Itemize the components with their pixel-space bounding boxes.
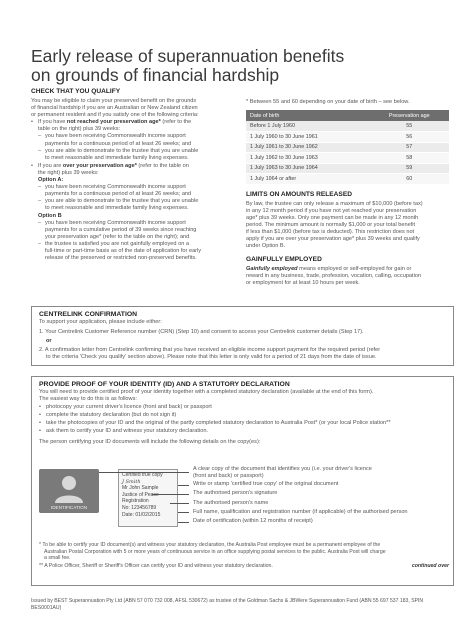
leader-line	[178, 522, 189, 523]
table-row	[246, 153, 449, 164]
gainful-heading: GAINFULLY EMPLOYED	[246, 256, 322, 264]
stamp-line: Certified true copy	[122, 472, 163, 478]
qualify-intro-3: or permanent resident and if you satisfy one of the following criteria:	[31, 112, 199, 119]
option-a-sub-2-line-2: to meet reasonable and immediate family living expenses.	[45, 205, 189, 212]
identity-step-1-text: photocopy your current driver's licence (front and back) or passport	[46, 404, 212, 411]
footnote-1-line-3: a small fee.	[44, 555, 71, 562]
title-line-1: Early release of superannuation benefits	[31, 46, 345, 66]
option-b-sub-1: – you have been receiving Commonwealth income support payments for a cumulative period of 39 weeks since reaching your preservation age* (refer to the table on the right); and	[31, 220, 236, 241]
qualify-intro-1: You may be eligible to claim your preserved benefit on the grounds	[31, 98, 197, 104]
criterion-1-sub-2-line-1: you are able to demonstrate to the trustee that you are unable	[45, 147, 199, 154]
stamp-signature: J Smith	[122, 478, 141, 485]
certification-notes	[193, 466, 448, 526]
issuer-footer	[31, 598, 454, 611]
continued-over: continued over	[411, 563, 449, 570]
limits-line-2: in any 12 month period if you have not yet reached your preservation	[246, 207, 417, 214]
criterion-2-bold: over your preservation age*	[62, 162, 137, 169]
row-age: 56	[369, 132, 449, 143]
limits-line-5: if less than $1,000 (before tax is deducted). This restriction does not	[246, 228, 415, 235]
option-a-sub-1-line-1: you have been receiving Commonwealth income support	[45, 184, 186, 191]
identity-step-3: • take the photocopies of your ID and the original of the partly completed statutory declaration to Australia Post* (or your local Police station**	[39, 420, 391, 427]
identity-line-1: You will need to provide certified proof of your identity together with a completed statutory declaration (available at the end of this form).	[39, 389, 374, 395]
right-column	[246, 99, 454, 288]
centrelink-heading: CENTRELINK CONFIRMATION	[39, 311, 138, 318]
table-row	[246, 163, 449, 174]
gainful-line-1: means employed or self-employed for gain or	[297, 266, 412, 273]
option-b-sub-1-line-3: your preservation age* (refer to the table on the right); and	[45, 233, 190, 240]
row-age: 57	[369, 142, 449, 153]
title-line-2: on grounds of financial hardship	[31, 65, 280, 85]
footer-line-1: Issued by BEST Superannuation Pty Ltd (ABN 57 070 732 008, AFSL 530672) as trustee of the Goldman Sachs & JBWere Superannuation Fund (ABN 55 697 537 183, SPIN	[31, 598, 424, 604]
criterion-1-post: (refer to the	[160, 119, 192, 126]
leader-line	[178, 485, 189, 486]
certification-stamp	[118, 469, 178, 527]
option-a-label: Option A:	[38, 177, 64, 184]
table-header-row	[246, 110, 449, 121]
criterion-2: • If you are over your preservation age* (refer to the table on the right) plus 39 weeks:	[31, 163, 236, 177]
qualify-heading: CHECK THAT YOU QUALIFY	[31, 88, 121, 95]
stamp-line: Justice of Peace	[122, 491, 159, 498]
certify-intro: The person certifying your ID documents will include the following details on the copy(es):	[39, 438, 261, 445]
centrelink-box	[31, 306, 454, 366]
footnote-1-line-2: Australian Postal Corporation with 5 or more years of continuous service in an office supplying postal services to the public. Australia Post will charge	[44, 548, 386, 555]
option-b-sub-1-line-2: payments for a cumulative period of 39 weeks since reaching	[45, 226, 197, 233]
preservation-age-table	[246, 110, 449, 185]
footnote-2: ** A Police Officer, Sheriff or Sheriff's Officer can certify your ID and witness your statutory declaration.	[39, 563, 273, 570]
limits-line-3: age* plus 39 weeks. Only one payment can be made in any 12 month	[246, 214, 419, 221]
footnote-1-line-1: * To be able to certify your ID document(s) and witness your statutory declaration, the Australia Post employee must be a permanent employee of the	[39, 542, 381, 548]
gainful-term: Gainfully employed	[246, 266, 298, 273]
identity-line-2: The easiest way to do this is as follows:	[39, 396, 137, 403]
centrelink-item-1: 1. Your Centrelink Customer Reference number (CRN) (Step 10) and consent to access your Centrelink customer details (Step 17).	[39, 329, 364, 336]
identity-box	[31, 376, 454, 586]
page-title	[31, 47, 451, 85]
criterion-2-pre: If you are	[38, 162, 63, 169]
criterion-1-bold: not reached your preservation age*	[66, 119, 161, 126]
person-icon	[39, 472, 99, 504]
centrelink-item-2-line-2: to the criteria 'Check you qualify' section above). Please note that this letter is only valid for a period of 21 days from the date of issue.	[46, 354, 377, 361]
option-a-sub-2-line-1: you are able to demonstrate to the trustee that you are unable	[45, 198, 199, 205]
option-b-sub-2-line-2: full-time or part-time basis as of the date of application for early	[45, 247, 202, 254]
note-qualification: Full name, qualification and registration number (if applicable) of the authorised person	[193, 508, 408, 515]
row-dob: 1 July 1961 to 30 June 1962	[246, 142, 369, 153]
identity-step-2-text: complete the statutory declaration (but do not sign it)	[46, 412, 177, 419]
row-dob: 1 July 1964 or after	[246, 174, 369, 185]
criterion-1-sub-2-line-2: to meet reasonable and immediate family living expenses.	[45, 154, 189, 161]
footer-line-2: BES0001AU)	[31, 604, 62, 611]
leader-line	[152, 494, 189, 495]
id-card-label: IDENTIFICATION	[50, 505, 88, 510]
gainful-line-2: reward in any business, trade, profession, vocation, calling, occupation	[246, 273, 422, 280]
criterion-1-sub-1: – you have been receiving Commonwealth income support payments for a continuous period of at least 26 weeks; and	[31, 133, 236, 147]
col-preservation-age: Preservation age	[369, 110, 449, 121]
limits-line-7: under Option B.	[246, 243, 286, 250]
criterion-1-sub-1-line-1: you have been receiving Commonwealth income support	[45, 133, 186, 140]
row-age: 60	[369, 174, 449, 185]
leader-line	[99, 472, 189, 473]
criterion-2-post: (refer to the table on	[136, 162, 189, 169]
limits-line-1: By law, the trustee can only release a maximum of $10,000 (before tax)	[246, 200, 423, 207]
option-a-sub-1-line-2: payments for a continuous period of at least 26 weeks; and	[45, 191, 192, 198]
table-row	[246, 142, 449, 153]
leader-line	[170, 503, 189, 504]
option-a-sub-2: – you are able to demonstrate to the trustee that you are unable to meet reasonable and immediate family living expenses.	[31, 198, 236, 212]
table-row	[246, 121, 449, 132]
row-dob: 1 July 1963 to 30 June 1964	[246, 163, 369, 174]
option-b-sub-2: – the trustee is satisfied you are not gainfully employed on a full-time or part-time basis as of the date of application for early release of the preserved or restricted non-preserved benefits.	[31, 241, 236, 262]
option-b-label: Option B	[38, 212, 62, 219]
note-date: Date of certification (within 12 months of receipt)	[193, 518, 313, 525]
preservation-note: * Between 55 and 60 depending on your date of birth – see below.	[246, 99, 410, 105]
identity-step-2: • complete the statutory declaration (but do not sign it)	[39, 412, 177, 419]
centrelink-item-2-line-1: 2. A confirmation letter from Centrelink confirming that you have received an eligible income support payment for the required period (refer	[39, 347, 381, 354]
row-dob: 1 July 1960 to 30 June 1961	[246, 132, 369, 143]
row-age: 58	[369, 153, 449, 164]
note-clear-copy: A clear copy of the document that identifies you (i.e. your driver's licence	[193, 466, 372, 472]
table-row	[246, 174, 449, 185]
row-age: 59	[369, 163, 449, 174]
limits-text	[246, 201, 454, 251]
criterion-1: • If you have not reached your preservation age* (refer to the table on the right) plus 39 weeks:	[31, 119, 236, 133]
limits-line-6: apply if you are over your preservation age* plus 39 weeks and qualify	[246, 236, 420, 243]
note-signature: The authorised person's signature	[193, 490, 278, 497]
option-b-sub-1-line-1: you have been receiving Commonwealth income support	[45, 219, 186, 226]
leader-line	[178, 512, 189, 513]
option-b-sub-2-line-1: the trustee is satisfied you are not gainfully employed on a	[45, 240, 189, 247]
identity-step-4: • ask them to certify your ID and witness your statutory declaration.	[39, 428, 208, 435]
stamp-line: Registration	[122, 498, 149, 505]
stamp-line: Date: 01/02/2015	[122, 511, 161, 518]
identity-footnotes	[39, 542, 449, 570]
col-date-of-birth: Date of birth	[246, 110, 369, 121]
criterion-1-pre: If you have	[38, 119, 67, 126]
note-clear-copy-2: (front and back) or passport)	[193, 473, 264, 479]
note-certified: Write or stamp 'certified true copy' of the original document	[193, 481, 339, 487]
qualify-intro-2: of financial hardship if you are an Australian or New Zealand citizen	[31, 105, 198, 112]
limits-line-4: period. The minimum amount is normally $1,000 or your total benefit	[246, 221, 416, 228]
table-row	[246, 132, 449, 143]
limits-heading: LIMITS ON AMOUNTS RELEASED	[246, 190, 352, 198]
stamp-line: No: 123456789	[122, 504, 157, 511]
qualify-section	[31, 88, 236, 262]
identity-heading: PROVIDE PROOF OF YOUR IDENTITY (ID) AND A STATUTORY DECLARATION	[39, 381, 290, 388]
row-dob: Before 1 July 1960	[246, 121, 369, 132]
identity-step-1: • photocopy your current driver's licence (front and back) or passport	[39, 404, 212, 411]
identity-step-4-text: ask them to certify your ID and witness your statutory declaration.	[46, 428, 208, 435]
criterion-1-sub-2: – you are able to demonstrate to the trustee that you are unable to meet reasonable and immediate family living expenses.	[31, 148, 236, 162]
note-name: The authorised person's name	[193, 499, 269, 506]
centrelink-or: or	[46, 338, 52, 345]
option-a-sub-1: – you have been receiving Commonwealth income support payments for a continuous period of at least 26 weeks; and	[31, 184, 236, 198]
identity-step-3-text: take the photocopies of your ID and the original of the partly completed statutory declaration to Australia Post* (or your local Police station**	[46, 420, 391, 427]
row-dob: 1 July 1962 to 30 June 1963	[246, 153, 369, 164]
gainful-text	[246, 266, 454, 287]
criterion-2-line-2: the right) plus 39 weeks:	[38, 169, 99, 176]
row-age: 55	[369, 121, 449, 132]
gainful-line-3: or employment for at least 10 hours per week.	[246, 280, 360, 287]
id-card-illustration	[39, 469, 99, 513]
option-b-sub-2-line-3: release of the preserved or restricted non-preserved benefits.	[45, 255, 197, 262]
stamp-line: Mr John Sample	[122, 485, 159, 492]
criterion-1-sub-1-line-2: payments for a continuous period of at least 26 weeks; and	[45, 140, 192, 147]
criterion-1-line-2: table on the right) plus 39 weeks:	[38, 126, 121, 133]
centrelink-intro: To support your application, please include either:	[39, 319, 162, 325]
